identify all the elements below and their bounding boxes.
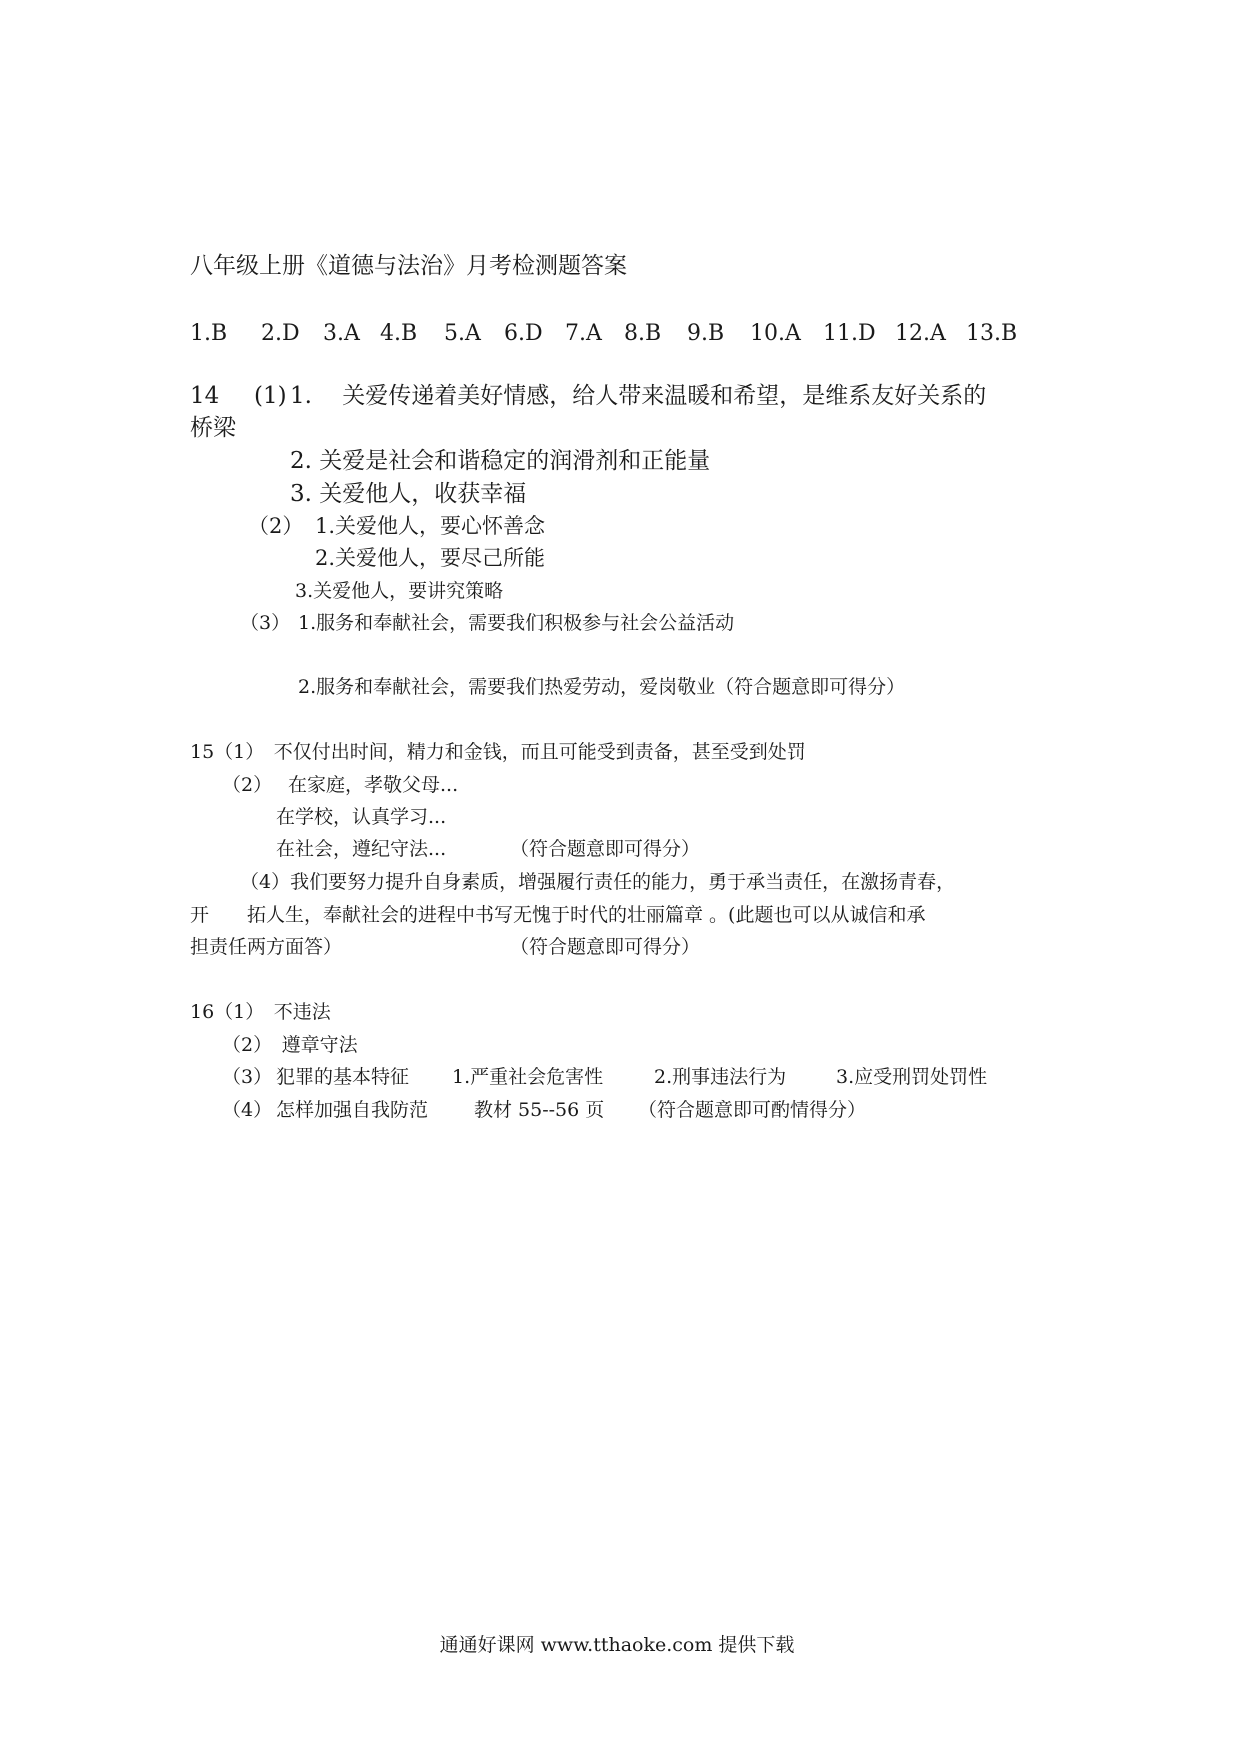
answer-line: 3.关爱他人，要讲究策略 [295, 580, 504, 602]
mc-answer: 1.B [190, 321, 228, 346]
mc-answer: 2.D [261, 321, 300, 346]
answer-line: 2.服务和奉献社会，需要我们热爱劳动，爱岗敬业（符合题意即可得分） [298, 676, 906, 698]
mc-answer: 3.A [323, 321, 360, 346]
part-label: （4） [222, 1099, 273, 1121]
mc-answer: 13.B [966, 321, 1018, 346]
answer-line: 1. 关爱传递着美好情感，给人带来温暖和希望，是维系友好关系的 [290, 383, 987, 409]
mc-answer: 4.B [380, 321, 418, 346]
part-label: （2） [248, 514, 304, 538]
part-label: (1) [254, 383, 287, 409]
answer-line: 1.关爱他人，要心怀善念 [315, 514, 546, 538]
answer-line: 教材 55--56 页 [474, 1099, 605, 1121]
answer-line: 3. 关爱他人，收获幸福 [290, 481, 527, 507]
answer-line: 担责任两方面答） [190, 936, 343, 958]
score-note: （符合题意即可得分） [510, 936, 701, 958]
mc-answer: 10.A [750, 321, 801, 346]
mc-answer: 9.B [687, 321, 725, 346]
part-label: （2） [222, 774, 273, 796]
mc-answer: 8.B [624, 321, 662, 346]
answer-line: 1.严重社会危害性 [452, 1066, 604, 1088]
answer-line: 在社会，遵纪守法... [276, 838, 447, 860]
answer-line: 犯罪的基本特征 [276, 1066, 410, 1088]
answer-line: （4）我们要努力提升自身素质，增强履行责任的能力，勇于承当责任，在激扬青春， [240, 871, 956, 893]
page-footer: 通通好课网 www.tthaoke.com 提供下载 [439, 1634, 795, 1656]
answer-line: 桥梁 [190, 415, 236, 441]
part-label: （3） [240, 612, 291, 634]
answer-line: 在家庭，孝敬父母... [288, 774, 459, 796]
score-note: （符合题意即可得分） [510, 838, 701, 860]
answer-line: 3.应受刑罚处罚性 [836, 1066, 988, 1088]
part-label: （3） [222, 1066, 273, 1088]
mc-answer: 7.A [565, 321, 602, 346]
score-note: （符合题意即可酌情得分） [638, 1099, 867, 1121]
answer-line: 开 拓人生，奉献社会的进程中书写无愧于时代的壮丽篇章 。(此题也可以从诚信和承 [190, 904, 926, 926]
mc-answer: 6.D [504, 321, 543, 346]
answer-line: 16（1） 不违法 [190, 1001, 331, 1023]
answer-line: 2.刑事违法行为 [654, 1066, 787, 1088]
question-number: 14 [190, 383, 220, 409]
answer-line: 2. 关爱是社会和谐稳定的润滑剂和正能量 [290, 448, 711, 474]
mc-answer: 12.A [895, 321, 946, 346]
answer-line: 1.服务和奉献社会，需要我们积极参与社会公益活动 [298, 612, 735, 634]
answer-line: （2） 遵章守法 [222, 1034, 358, 1056]
mc-answer: 11.D [823, 321, 876, 346]
answer-line: 15（1） 不仅付出时间，精力和金钱，而且可能受到责备，甚至受到处罚 [190, 741, 806, 763]
answer-line: 怎样加强自我防范 [276, 1099, 429, 1121]
answer-line: 2.关爱他人，要尽己所能 [315, 546, 546, 570]
page-title: 八年级上册《道德与法治》月考检测题答案 [190, 253, 627, 279]
mc-answer: 5.A [444, 321, 481, 346]
answer-line: 在学校，认真学习... [276, 806, 447, 828]
